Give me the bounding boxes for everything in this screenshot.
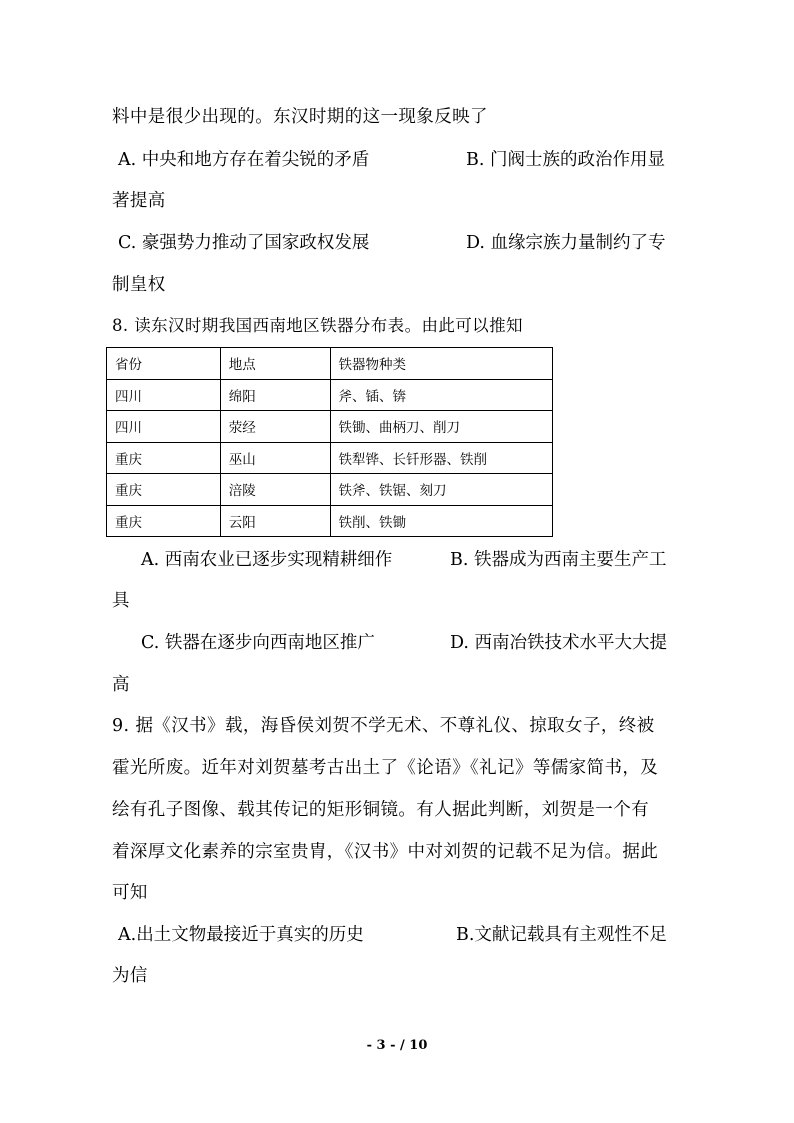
q9-stem-line-2: 霍光所废。近年对刘贺墓考古出土了《论语》《礼记》等儒家简书，及 <box>112 758 659 778</box>
q8-stem: 8. 读东汉时期我国西南地区铁器分布表。由此可以推知 <box>112 316 523 335</box>
table-cell: 荥经 <box>220 411 330 443</box>
table-header-cell: 地点 <box>220 348 330 380</box>
q8-option-d: D. 西南冶铁技术水平大大提 <box>450 633 668 653</box>
table-cell: 涪陵 <box>220 474 330 506</box>
table-cell: 绵阳 <box>220 379 330 411</box>
q7-option-a: A. 中央和地方存在着尖锐的矛盾 <box>118 150 370 170</box>
q9-option-b-cont: 为信 <box>112 966 148 986</box>
q9-stem-line-4: 着深厚文化素养的宗室贵胄，《汉书》中对刘贺的记载不足为信。据此 <box>112 842 659 862</box>
table-row <box>107 379 553 411</box>
q9-stem-line-5: 可知 <box>112 883 148 903</box>
q9-option-a: A.出土文物最接近于真实的历史 <box>118 925 364 945</box>
q9-stem-line-3: 绘有孔子图像、载其传记的矩形铜镜。有人据此判断，刘贺是一个有 <box>112 800 649 820</box>
q7-option-b-cont: 著提高 <box>112 191 166 211</box>
q7-option-d-cont: 制皇权 <box>112 275 166 295</box>
q7-option-b: B. 门阀士族的政治作用显 <box>466 150 665 170</box>
table-cell: 四川 <box>107 411 221 443</box>
table-cell: 铁犁铧、长钎形器、铁削 <box>330 442 553 474</box>
table-cell: 重庆 <box>107 442 221 474</box>
table-cell: 巫山 <box>220 442 330 474</box>
table-row <box>107 411 553 443</box>
q9-option-b: B.文献记载具有主观性不足 <box>456 925 667 945</box>
table-cell: 云阳 <box>220 505 330 537</box>
iron-distribution-table <box>106 347 553 537</box>
table-cell: 斧、锸、锛 <box>330 379 553 411</box>
table-cell: 重庆 <box>107 505 221 537</box>
table-cell: 四川 <box>107 379 221 411</box>
table-row <box>107 505 553 537</box>
table-row <box>107 442 553 474</box>
table-cell: 铁削、铁锄 <box>330 505 553 537</box>
q8-option-d-cont: 高 <box>112 675 130 695</box>
table-cell: 重庆 <box>107 474 221 506</box>
table-header-cell: 省份 <box>107 348 221 380</box>
q8-option-c: C. 铁器在逐步向西南地区推广 <box>141 633 375 653</box>
q8-option-b-cont: 具 <box>112 591 130 611</box>
q7-option-c: C. 豪强势力推动了国家政权发展 <box>118 233 370 253</box>
q7-option-d: D. 血缘宗族力量制约了专 <box>466 233 666 253</box>
q7-stem-tail: 料中是很少出现的。东汉时期的这一现象反映了 <box>112 107 488 127</box>
table-header-row <box>107 348 553 380</box>
q8-option-a: A. 西南农业已逐步实现精耕细作 <box>141 550 393 570</box>
q8-option-b: B. 铁器成为西南主要生产工 <box>450 550 667 570</box>
table-header-cell: 铁器物种类 <box>330 348 553 380</box>
page-number: - 3 - / 10 <box>366 1038 428 1053</box>
q9-stem-line-1: 9. 据《汉书》载，海昏侯刘贺不学无术、不尊礼仪、掠取女子，终被 <box>112 716 655 736</box>
table-cell: 铁锄、曲柄刀、削刀 <box>330 411 553 443</box>
table-row <box>107 474 553 506</box>
table-cell: 铁斧、铁锯、刻刀 <box>330 474 553 506</box>
